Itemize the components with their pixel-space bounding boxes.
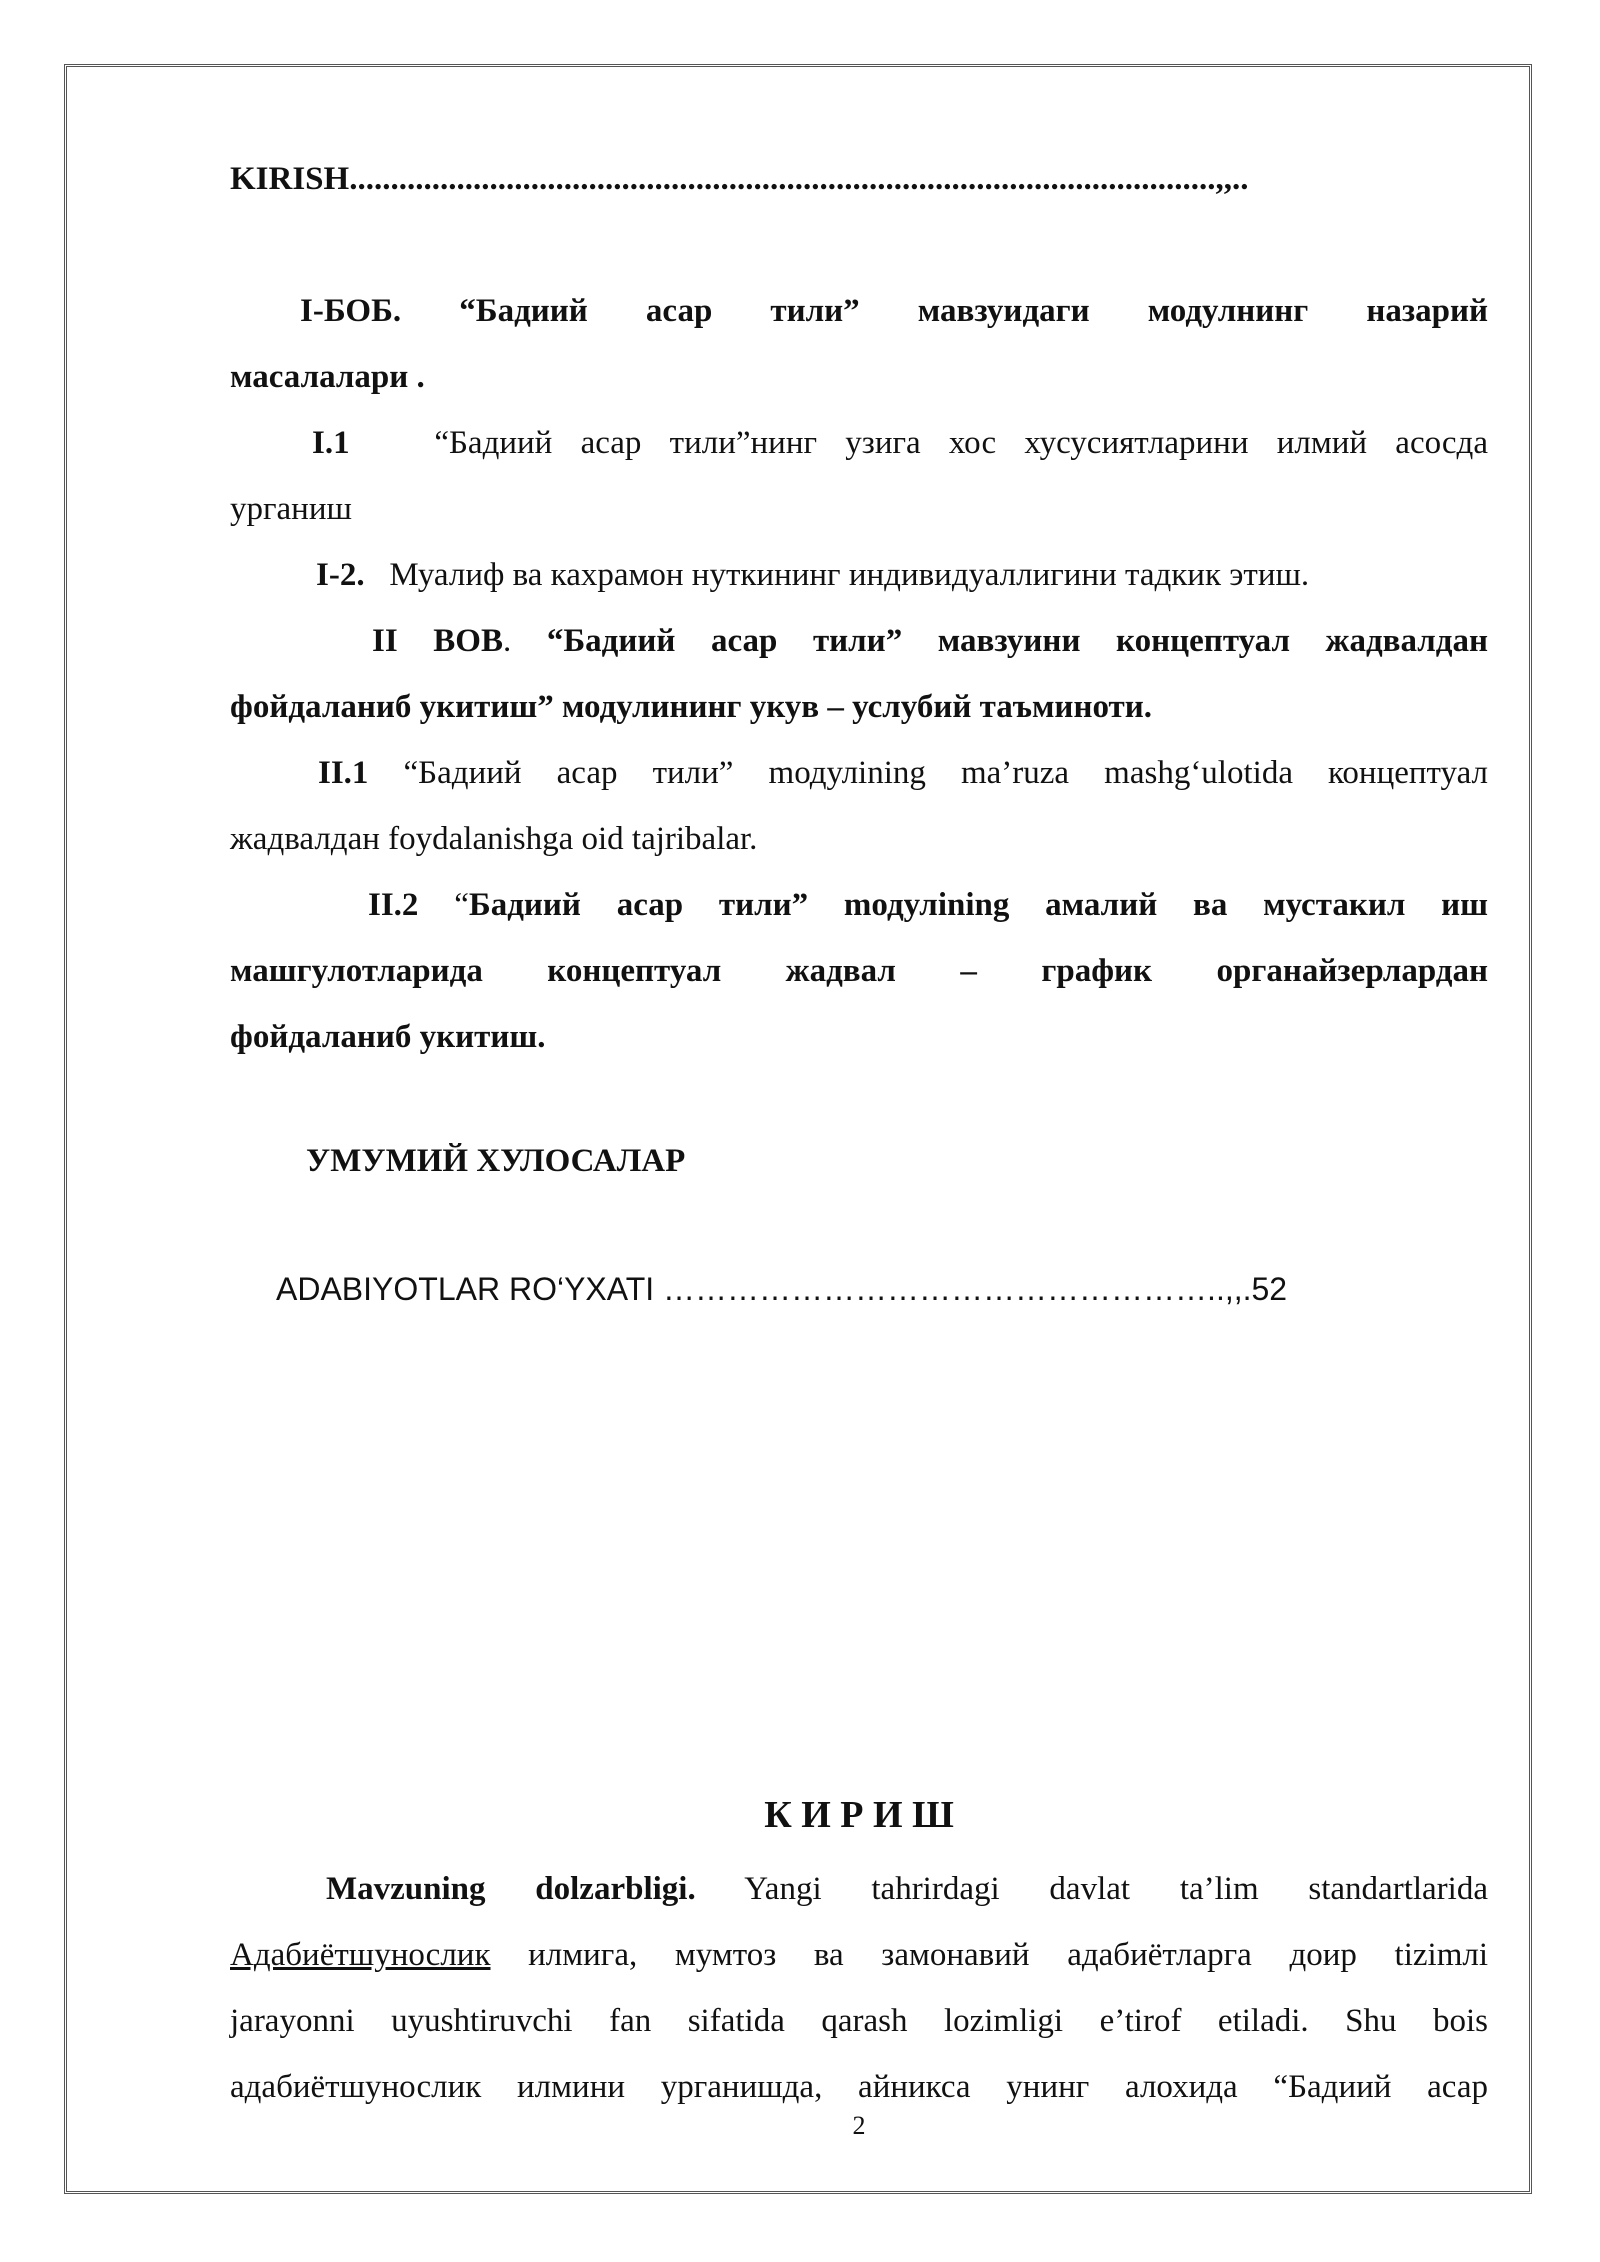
toc-section-2-2-title: Бадиий асар тили” mодулining амалий ва мустакил иш <box>468 887 1489 923</box>
toc-section-2-1-line-2: жадвалдан foydalanishga oid tajribalar. <box>230 821 758 857</box>
toc-section-1-1-title: “Бадиий асар тили”нинг узига хос хусусиятларини илмий асосда <box>434 425 1488 461</box>
toc-section-2-2-line-2: машгулотларида концептуал жадвал – график органайзерлардан <box>230 953 1488 989</box>
intro-line-1-text: Yangi tahrirdagi davlat ta’lim standartlarida <box>744 1871 1488 1907</box>
intro-lead: Mavzuning dolzarbligi. <box>326 1871 696 1907</box>
intro-line-3: jarayonni uyushtiruvchi fan sifatida qarash lozimligi e’tirof etiladi. Shu bois <box>230 2003 1488 2039</box>
intro-link-adabiyotshunoslik[interactable]: Адабиётшунослик <box>230 1937 491 1973</box>
toc-section-1-1-line-2: урганиш <box>230 491 352 527</box>
toc-section-2-2-quote: “ <box>454 887 469 923</box>
toc-chapter-2-title: “Бадиий асар тили” мавзуини концептуал жадвалдан <box>546 623 1489 659</box>
intro-line-2-text: илмига, мумтоз ва замонавий адабиётларга доир tizimлі <box>528 1937 1488 1973</box>
toc-chapter-2-line-1 <box>372 608 1488 674</box>
toc-chapter-2-dot: . <box>502 623 512 659</box>
toc-chapter-2-number: II ВОВ <box>372 623 503 659</box>
toc-section-1-1-line-1 <box>312 410 1488 476</box>
toc-section-2-2-line-1 <box>368 872 1488 938</box>
intro-line-2 <box>230 1922 1488 1988</box>
toc-section-1-2-title: Муалиф ва кахрамон нуткининг индивидуаллигини тадкик этиш. <box>389 557 1310 593</box>
toc-section-2-1-number: II.1 <box>318 755 369 791</box>
toc-section-1-2 <box>316 542 1488 608</box>
toc-section-1-2-number: I-2. <box>316 557 365 593</box>
intro-line-1 <box>326 1856 1488 1922</box>
toc-chapter-1-line-2: масалалари . <box>230 359 425 395</box>
toc-section-2-2-number: II.2 <box>368 887 419 923</box>
intro-heading: К И Р И Ш <box>764 1794 954 1836</box>
toc-section-2-1-line-1 <box>318 740 1488 806</box>
toc-chapter-1-line-1: I-БОБ. “Бадиий асар тили” мавзуидаги модулнинг назарий <box>300 293 1488 329</box>
toc-chapter-2-line-2: фойдаланиб укитиш” модулининг укув – услубий таъминоти. <box>230 689 1153 725</box>
intro-line-4: адабиётшунослик илмини урганишда, айникса унинг алохида “Бадиий асар <box>230 2069 1488 2105</box>
toc-conclusions: УМУМИЙ ХУЛОСАЛАР <box>306 1143 686 1179</box>
toc-section-2-1-title: “Бадиий асар тили” mодулining ma’ruza mashg‘ulotida концептуал <box>403 755 1488 791</box>
toc-references: ADABIYOTLAR RO‘YXATI ……………………………………………..,,.52 <box>276 1271 1288 1307</box>
toc-section-2-2-line-3: фойдаланиб укитиш. <box>230 1019 546 1055</box>
toc-kirish: KIRISH.........................................................................................................,,.. <box>230 161 1249 197</box>
page-number: 2 <box>852 2111 866 2140</box>
toc-section-1-1-number: I.1 <box>312 425 350 461</box>
